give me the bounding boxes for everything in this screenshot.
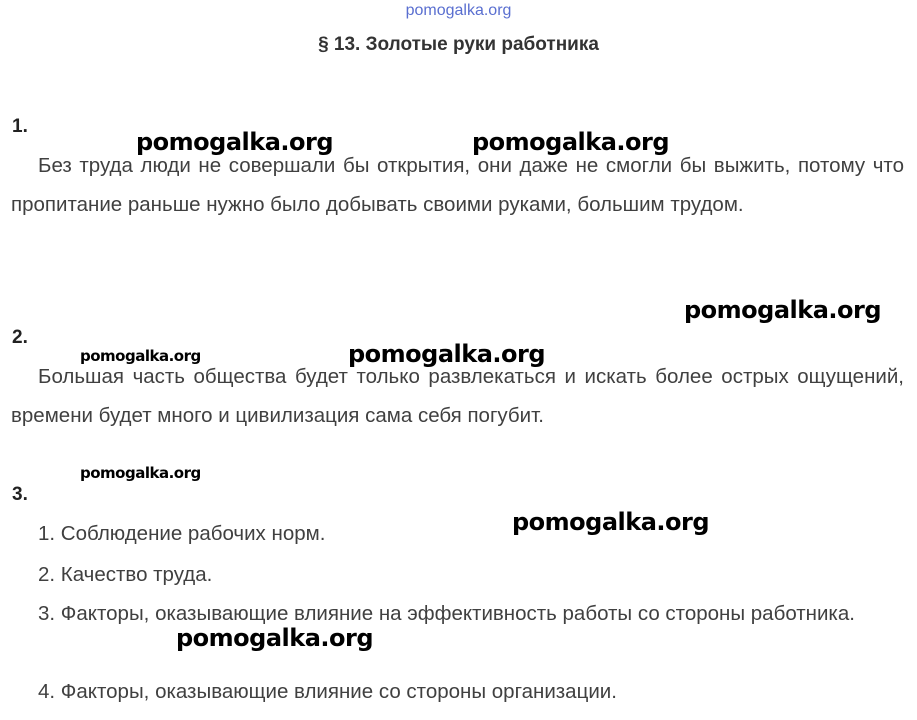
watermark: pomogalka.org <box>136 128 334 156</box>
answer-2: Большая часть общества будет только развлекаться и искать более острых ощущений, времени будет много и цивилизация сама себя погубит. <box>11 365 904 427</box>
watermark: pomogalka.org <box>512 508 710 536</box>
watermark: pomogalka.org <box>80 347 201 365</box>
answer-3-item-2: 2. Качество труда. <box>38 563 213 586</box>
watermark: pomogalka.org <box>348 340 546 368</box>
answer-1: Без труда люди не совершали бы открытия, они даже не смогли бы выжить, потому что пропитание раньше нужно было добывать своими руками, большим трудом. <box>11 154 904 216</box>
site-link[interactable]: pomogalka.org <box>405 2 512 19</box>
answer-3-item-3: 3. Факторы, оказывающие влияние на эффективность работы со стороны работника. <box>38 602 855 625</box>
question-number-2: 2. <box>12 327 28 348</box>
page-title: § 13. Золотые руки работника <box>318 34 599 55</box>
watermark: pomogalka.org <box>684 296 882 324</box>
answer-3-item-1: 1. Соблюдение рабочих норм. <box>38 522 326 545</box>
watermark: pomogalka.org <box>176 624 374 652</box>
question-number-3: 3. <box>12 484 28 505</box>
watermark: pomogalka.org <box>80 464 201 482</box>
question-number-1: 1. <box>12 116 28 137</box>
watermark: pomogalka.org <box>472 128 670 156</box>
answer-3-item-4: 4. Факторы, оказывающие влияние со стороны организации. <box>38 680 617 703</box>
